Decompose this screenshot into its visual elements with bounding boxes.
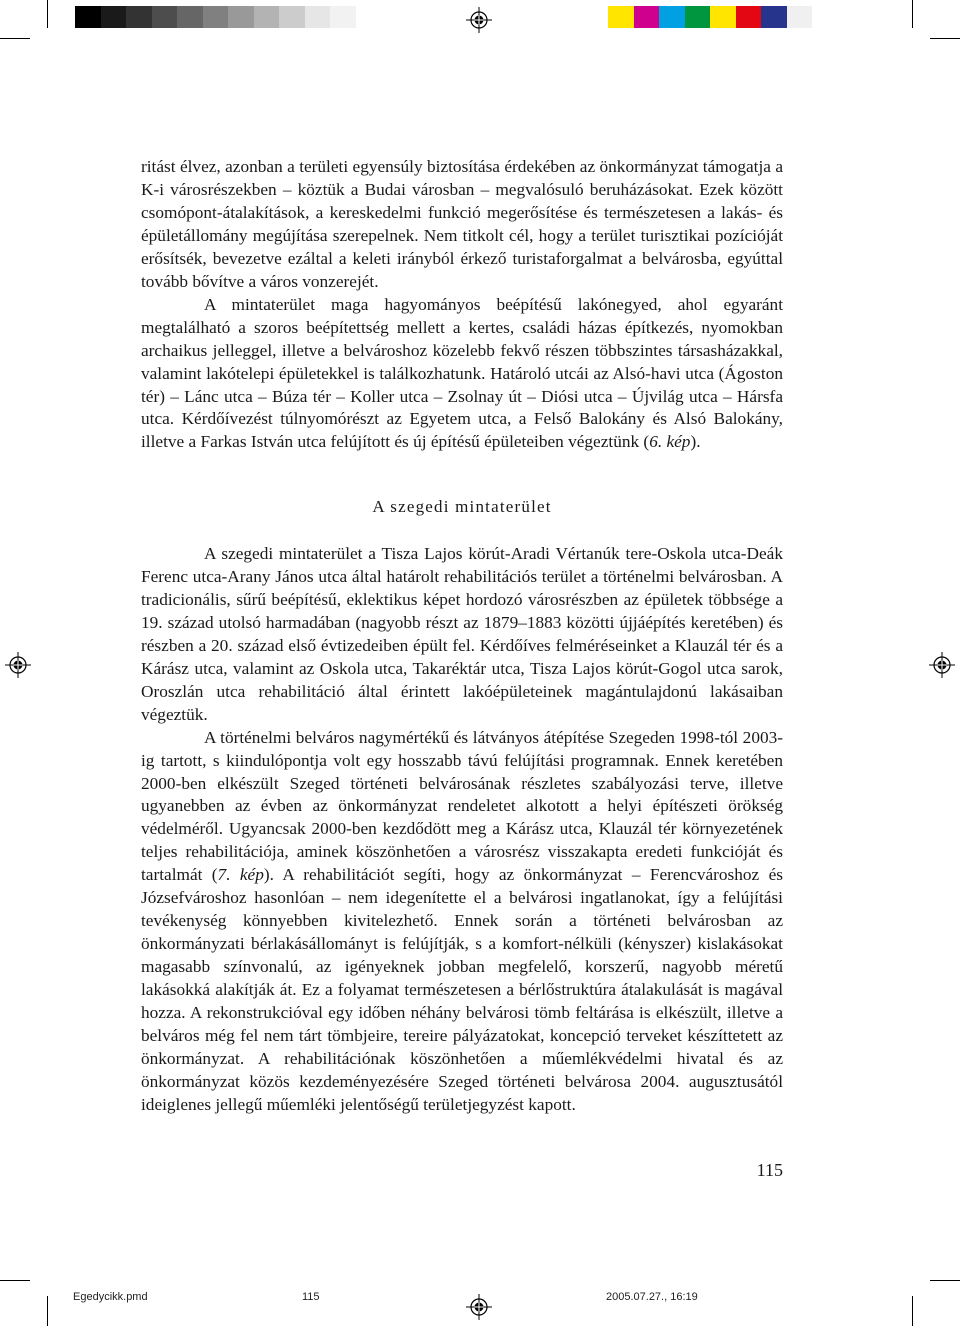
color-swatch (812, 6, 838, 28)
text-column-bottom (141, 543, 783, 1117)
color-swatch (634, 6, 660, 28)
paragraph: A szegedi mintaterület a Tisza Lajos körút-Aradi Vértanúk tere-Oskola utca-Deák Ferenc utca-Arany János utca által határolt rehabilitációs terület a történelmi belvárosban. A tradicionális, sűrű beépítésű, eklektikus képet hordozó városrészben az épületek többsége a 19. század utolsó harmadában (nagyobb részt az 1879–1883 közötti újjáépítés keretében) és részben a 20. század első évtizedeiben épült fel. Kérdőíves felméréseinket a Klauzál tér és a Kárász utca, valamint az Oskola utca, Takaréktár utca, Tisza Lajos körút-Gogol utca sarok, Oroszlán utca rehabilitáció által érintett lakóépületeinek magántulajdonú lakásaiban végeztük. (141, 544, 783, 724)
registration-mark-icon (5, 652, 31, 678)
color-swatch (659, 6, 685, 28)
crop-mark (930, 1280, 960, 1281)
section-heading: A szegedi mintaterület (372, 497, 552, 516)
color-swatch (330, 6, 356, 28)
figure-reference: 6. kép (649, 432, 691, 452)
crop-mark (47, 0, 48, 28)
color-swatch (710, 6, 736, 28)
color-swatch (279, 6, 305, 28)
paragraph-text: A mintaterület maga hagyományos beépítésű lakónegyed, ahol egyaránt megtalálható a szoros beépítettség mellett a kertes, családi házas építkezés, nyomokban archaikus jelleggel, illetve a belvároshoz közelebb fekvő részen többszintes társasházakkal, valamint lakótelepi épületekkel is találkozhatunk. Határoló utcái az Alsó-havi utca (Ágoston tér) – Lánc utca – Búza tér – Koller utca – Zsolnay út – Diósi utca – Újvilág utca – Hársfa utca. Kérdőívezést túlnyomórészt az Egyetem utca, a Felső Balokány és Alsó Balokány, illetve a Farkas István utca felújított és új építésű épületeiben végeztünk ( (141, 294, 783, 452)
color-swatch (254, 6, 280, 28)
registration-mark-icon (929, 652, 955, 678)
color-swatch (736, 6, 762, 28)
paragraph (141, 727, 783, 1117)
color-swatch (787, 6, 813, 28)
paragraph: ritást élvez, azonban a területi egyensúly biztosítása érdekében az önkormányzat támogatja a K-i városrészekben – köztük a Budai városban – megvalósuló beruházásokat. Ezek között csomópont-átalakítások, a kereskedelmi funkció megerősítése és természetesen a lakás- és épületállomány megújítása szerepelnek. Nem titkolt cél, hogy a terület turisztikai pozícióját erősítsék, bevezetve ezáltal a keleti irányból érkező turistaforgalmat a belvárosba, egyúttal tovább bővítve a város vonzerejét. (141, 157, 783, 291)
color-swatch (177, 6, 203, 28)
color-swatch (608, 6, 634, 28)
figure-reference: 7. kép (217, 865, 264, 885)
registration-mark-icon (466, 1294, 492, 1320)
crop-mark (912, 1296, 913, 1326)
color-swatch (761, 6, 787, 28)
color-swatch (228, 6, 254, 28)
color-swatch (75, 6, 101, 28)
crop-mark (930, 38, 960, 39)
crop-mark (912, 0, 913, 28)
slug-filename: Egedycikk.pmd (73, 1291, 148, 1303)
color-swatch (126, 6, 152, 28)
process-color-bar (608, 6, 889, 28)
crop-mark (47, 1296, 48, 1326)
slug-page: 115 (302, 1291, 320, 1303)
grayscale-color-bar (75, 6, 356, 28)
color-swatch (305, 6, 331, 28)
registration-mark-icon (466, 7, 492, 33)
page-number: 115 (756, 1160, 783, 1180)
paragraph-text: ). (690, 432, 701, 452)
slug-datetime: 2005.07.27., 16:19 (606, 1291, 698, 1303)
paragraph (141, 294, 783, 455)
color-swatch (101, 6, 127, 28)
color-swatch (685, 6, 711, 28)
paragraph-text: ). A rehabilitációt segíti, hogy az önkormányzat – Ferencvároshoz és Józsefvároshoz hasonlóan – nem idegenítette el a belvárosi ingatlanokat, így a felújítási tevékenység könnyebben kivitelezhető. Ennek során a történeti belvárosban az önkormányzati bérlakásállományt is felújítják, s a komfort-nélküli (kényszer) kislakásokat magasabb színvonalú, az igényeknek jobban megfelelő, korszerű, nagyobb méretű lakásokká alakítják át. Ez a folyamat természetesen a bérlőstruktúra átalakulását is magával hozza. A rekonstrukcióval egy időben néhány belvárosi tömb feltárása is elkészült, illetve a belváros még fel nem tárt tömbjeire, tereire pályázatokat, koncepció terveket készíttetett az önkormányzat. A rehabilitációnak köszönhetően a műemlékvédelmi hivatal és az önkormányzat közös kezdeményezésére Szeged történeti belvárosa 2004. augusztusától ideiglenes jellegű műemléki jelentőségű területjegyzést kapott. (141, 865, 783, 1114)
crop-mark (0, 1280, 30, 1281)
crop-mark (0, 38, 30, 39)
text-column-top (141, 156, 783, 454)
color-swatch (863, 6, 889, 28)
color-swatch (152, 6, 178, 28)
color-swatch (203, 6, 229, 28)
color-swatch (838, 6, 864, 28)
paragraph-text: A történelmi belváros nagymértékű és látványos átépítése Szegeden 1998-tól 2003-ig tartott, s kiindulópontja volt egy hosszabb távú felújítási programnak. Ennek keretében 2000-ben elkészült Szeged történeti belvárosának részletes szabályozási terve, illetve ugyanebben az évben az önkormányzat rendeletet alkotott a helyi építészeti örökség védelméről. Ugyancsak 2000-ben kezdődött meg a Kárász utca, Klauzál tér környezetének teljes rehabilitációja, aminek köszönhetően a városrész visszakapta eredeti funkcióját és tartalmát ( (141, 727, 783, 885)
